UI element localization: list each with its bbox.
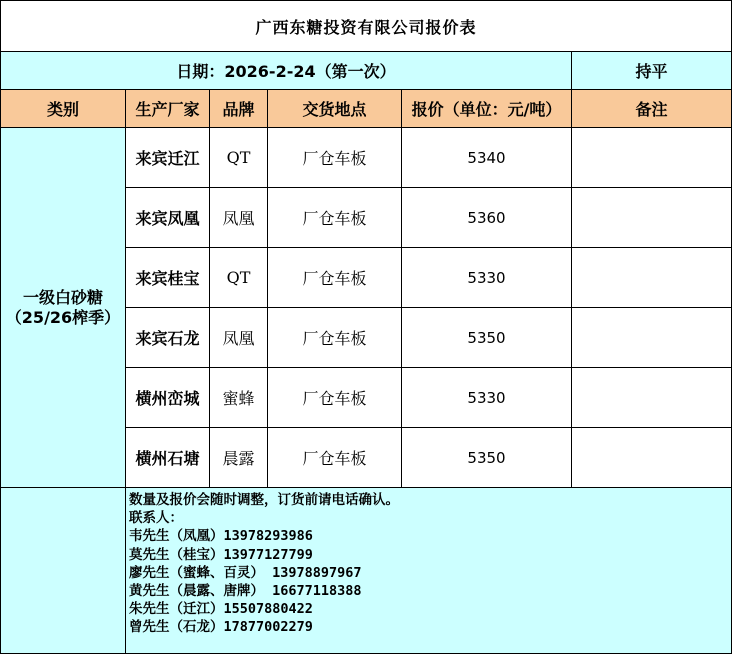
brand-cell[interactable]: 凤凰: [210, 188, 268, 248]
brand-cell[interactable]: 凤凰: [210, 308, 268, 368]
maker-cell[interactable]: 横州峦城: [126, 368, 210, 428]
price-cell[interactable]: 5330: [402, 368, 572, 428]
price-cell[interactable]: 5350: [402, 428, 572, 488]
notes-warning: 数量及报价会随时调整，订货前请电话确认。: [129, 492, 399, 508]
maker-cell[interactable]: 横州石塘: [126, 428, 210, 488]
category-cell[interactable]: [1, 128, 126, 488]
sheet-title: 广西东糖投资有限公司报价表: [1, 1, 732, 52]
delivery-cell[interactable]: 厂仓车板: [268, 248, 402, 308]
title-row: [1, 1, 732, 52]
maker-cell[interactable]: 来宾凤凰: [126, 188, 210, 248]
price-cell[interactable]: 5360: [402, 188, 572, 248]
remark-cell[interactable]: [572, 428, 732, 488]
price-cell[interactable]: 5340: [402, 128, 572, 188]
delivery-cell[interactable]: 厂仓车板: [268, 188, 402, 248]
brand-cell[interactable]: QT: [210, 128, 268, 188]
delivery-cell[interactable]: 厂仓车板: [268, 428, 402, 488]
remark-cell[interactable]: [572, 128, 732, 188]
price-cell[interactable]: 5330: [402, 248, 572, 308]
contact-line: 朱先生（迁江）15507880422: [129, 601, 313, 618]
delivery-cell[interactable]: 厂仓车板: [268, 128, 402, 188]
contact-line: 廖先生（蜜蜂、百灵） 13978897967: [129, 564, 362, 581]
brand-cell[interactable]: 蜜蜂: [210, 368, 268, 428]
header-delivery[interactable]: 交货地点: [268, 90, 402, 128]
header-brand[interactable]: 品牌: [210, 90, 268, 128]
remark-cell[interactable]: [572, 188, 732, 248]
header-price[interactable]: 报价（单位：元/吨）: [402, 90, 572, 128]
contact-line: 曾先生（石龙）17877002279: [129, 619, 313, 636]
table-row: [1, 128, 732, 188]
date-row: [1, 52, 732, 90]
remark-cell[interactable]: [572, 248, 732, 308]
notes-cell[interactable]: [126, 488, 732, 654]
remark-cell[interactable]: [572, 368, 732, 428]
contact-line: 韦先生（凤凰）13978293986: [129, 528, 313, 545]
contact-line: 莫先生（桂宝）13977127799: [129, 546, 313, 563]
maker-cell[interactable]: 来宾石龙: [126, 308, 210, 368]
delivery-cell[interactable]: 厂仓车板: [268, 308, 402, 368]
delivery-cell[interactable]: 厂仓车板: [268, 368, 402, 428]
category-name: 一级白砂糖: [22, 287, 103, 307]
brand-cell[interactable]: 晨露: [210, 428, 268, 488]
maker-cell[interactable]: 来宾桂宝: [126, 248, 210, 308]
contacts-label: 联系人：: [129, 510, 183, 527]
notes-spacer-cell[interactable]: [1, 488, 126, 654]
category-season: （25/26榨季）: [5, 307, 121, 327]
price-cell[interactable]: 5350: [402, 308, 572, 368]
maker-cell[interactable]: 来宾迁江: [126, 128, 210, 188]
brand-cell[interactable]: QT: [210, 248, 268, 308]
date-cell[interactable]: 日期：2026-2-24（第一次）: [1, 52, 572, 90]
remark-cell[interactable]: [572, 308, 732, 368]
header-remark[interactable]: 备注: [572, 90, 732, 128]
header-row: [1, 90, 732, 128]
header-maker[interactable]: 生产厂家: [126, 90, 210, 128]
contact-line: 黄先生（晨露、唐牌） 16677118388: [129, 583, 362, 600]
trend-cell[interactable]: 持平: [572, 52, 732, 90]
header-category[interactable]: 类别: [1, 90, 126, 128]
notes-row: [1, 488, 732, 654]
